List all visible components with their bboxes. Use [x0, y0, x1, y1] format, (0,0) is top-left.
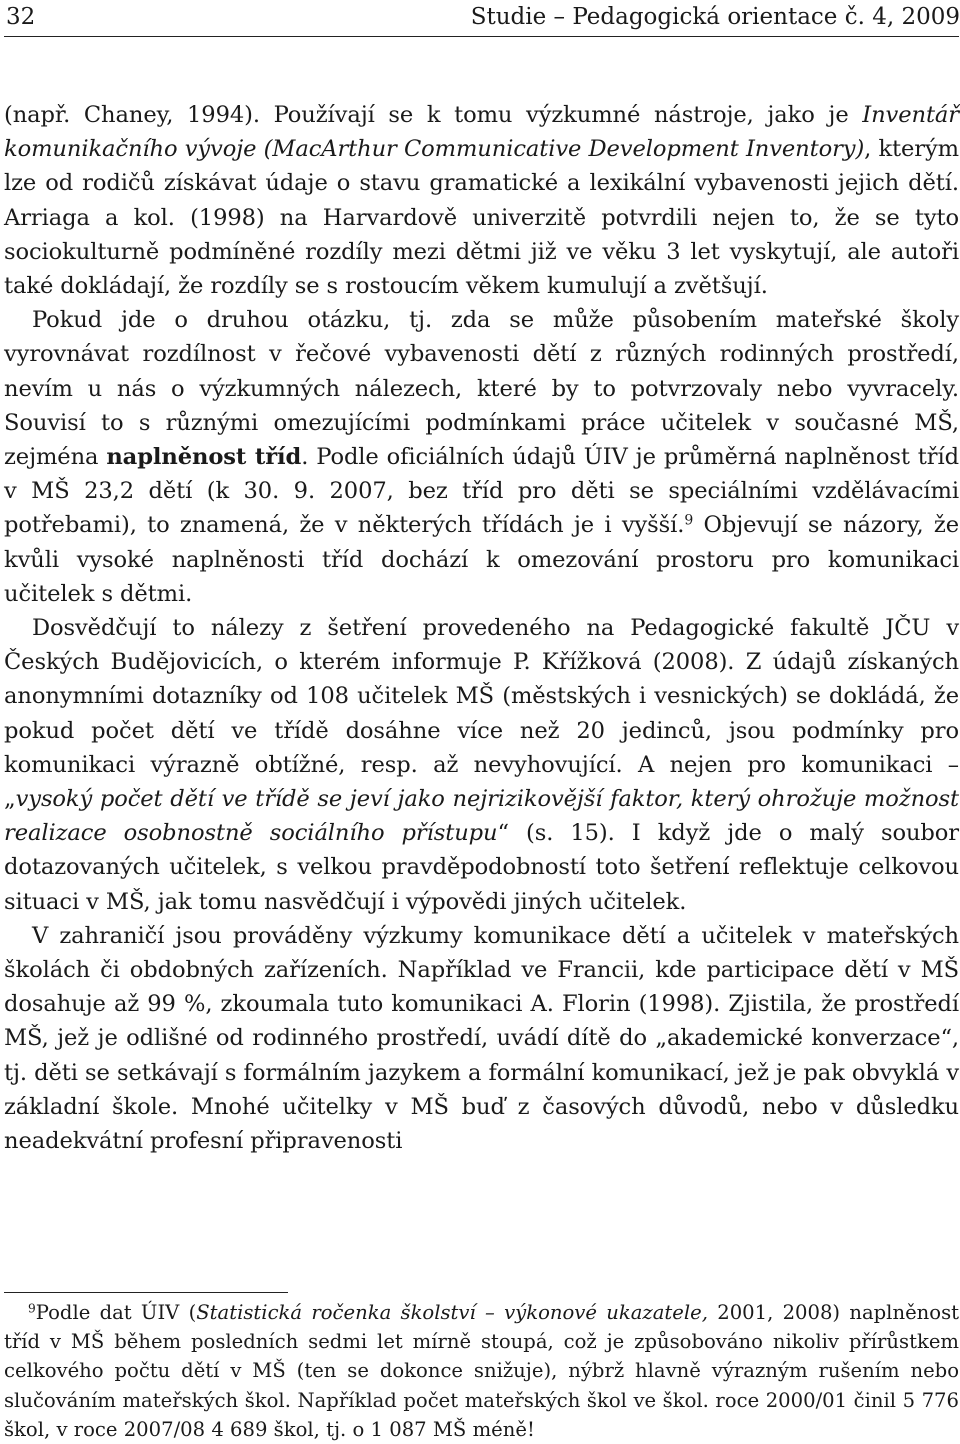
text-run: Objevují se názory, že kvůli vysoké naplněnosti tříd dochází k omezování prostoru pro komunikaci učitelek s dětmi.: [4, 512, 959, 607]
footnote-marker: 9: [684, 512, 694, 529]
running-header: [4, 0, 960, 34]
footnote-rule: [4, 1292, 288, 1293]
text-run: Podle dat ÚIV (: [35, 1301, 197, 1324]
journal-title: Studie – Pedagogická orientace č. 4, 2009: [470, 4, 960, 30]
text-run: (např. Chaney, 1994). Používají se k tomu výzkumné nástroje, jako je: [4, 102, 863, 128]
footnote-marker: 9: [28, 1301, 36, 1316]
text-run: Pokud jde o druhou otázku, tj. zda se může působením mateřské školy vyrovnávat rozdílnost v řečové vybavenosti dětí z různých rodinných prostředí, nevím u nás o výzkumných nálezech, které by to potvrzovaly nebo vyvracely. Souvisí to s různými omezujícími podmínkami práce učitelek v současné MŠ, zejména: [4, 307, 959, 471]
paragraph: [4, 303, 959, 611]
text-run: Dosvědčují to nálezy z šetření provedeného na Pedagogické fakultě JČU v Českých Budějovicích, o kterém informuje P. Křížková (2008). Z údajů získaných anonymními dotazníky od 108 učitelek MŠ (městských i vesnických) se dokládá, že pokud počet dětí ve třídě dosáhne více než 20 jedinců, jsou podmínky pro komunikaci výrazně obtížné, resp. až nevyhovující. A nejen pro komunikaci – „: [4, 615, 959, 813]
italic-text: vysoký počet dětí ve třídě se jeví jako nejrizikovější faktor, který ohrožuje možnost realizace osobnostně sociálního přístupu: [4, 786, 959, 847]
paragraph: [4, 611, 959, 919]
italic-text: Statistická ročenka školství – výkonové ukazatele,: [196, 1301, 708, 1324]
italic-text: Inventář komunikačního vývoje (MacArthur Communicative Development Inventory): [4, 102, 959, 163]
text-run: , kterým lze od rodičů získávat údaje o stavu gramatické a lexikální vybavenosti jejich dětí. Arriaga a kol. (1998) na Harvardově univerzitě potvrdili nejen to, že se tyto sociokulturně podmíněné rozdíly mezi dětmi již ve věku 3 let vyskytují, ale autoři také dokládají, že rozdíly se s rostoucím věkem kumulují a zvětšují.: [4, 136, 959, 300]
footnote: [4, 1298, 959, 1444]
paragraph: [4, 919, 959, 1158]
paragraph: [4, 98, 959, 303]
bold-text: naplněnost tříd: [106, 444, 302, 471]
text-run: V zahraničí jsou prováděny výzkumy komunikace dětí a učitelek v mateřských školách či obdobných zařízeních. Například ve Francii, kde participace dětí v MŠ dosahuje až 99 %, zkoumala tuto komunikaci A. Florin (1998). Zjistila, že prostředí MŠ, jež je odlišné od rodinného prostředí, uvádí dítě do „akademické konverzace“, tj. děti se setkávají s formálním jazykem a formální komunikací, jež je pak obvyklá v základní škole. Mnohé učitelky v MŠ buď z časových důvodů, nebo v důsledku neadekvátní profesní připravenosti: [4, 922, 959, 1155]
header-rule: [4, 36, 959, 37]
page-number: 32: [6, 4, 36, 30]
text-run: 2001, 2008) naplněnost tříd v MŠ během posledních sedmi let mírně stoupá, což je způsobováno nikoliv přírůstkem celkového počtu dětí v MŠ (ten se dokonce snižuje), nýbrž hlavně výrazným rušením nebo slučováním mateřských škol. Například počet mateřských škol ve škol. roce 2000/01 činil 5 776 škol, v roce 2007/08 4 689 škol, tj. o 1 087 MŠ méně!: [4, 1301, 960, 1441]
body-text: [4, 98, 959, 1158]
text-run: “ (s. 15). I když jde o malý soubor dotazovaných učitelek, s velkou pravděpodobností toto šetření reflektuje celkovou situaci v MŠ, jak tomu nasvědčují i výpovědi jiných učitelek.: [4, 820, 959, 915]
footnote-text: [4, 1298, 959, 1444]
text-run: . Podle oficiálních údajů ÚIV je průměrná naplněnost tříd v MŠ 23,2 dětí (k 30. 9. 2007, bez tříd pro děti se speciálními vzdělávacími potřebami), to znamená, že v některých třídách je i vyšší.: [4, 444, 959, 539]
